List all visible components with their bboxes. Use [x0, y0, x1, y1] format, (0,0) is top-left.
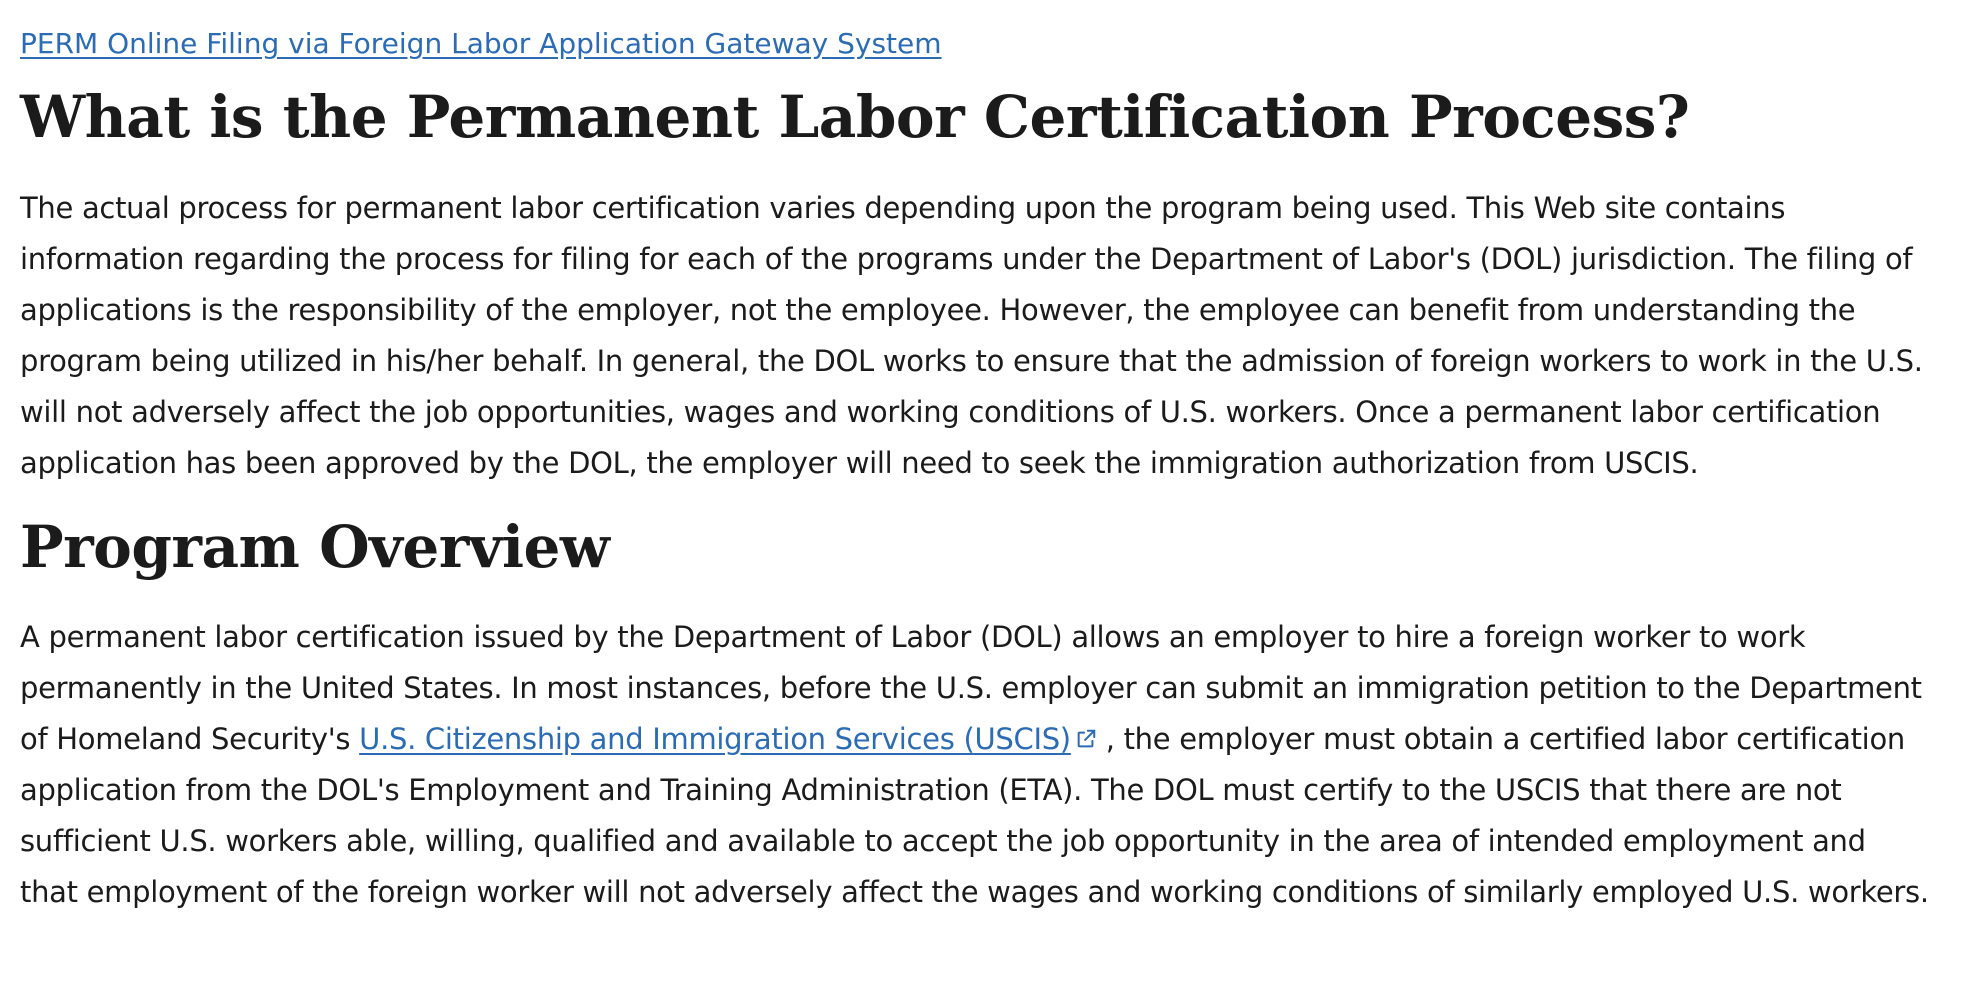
- overview-text-after-link: , the employer must obtain a certified labor certification application from the DOL's Employment and Training Administration (ETA). The DOL must certify to the USCIS that there are not sufficient U.S. workers able, willing, qualified and available to accept the job opportunity in the area of intended employment and that employment of the foreign worker will not adversely affect the wages and working conditions of similarly employed U.S. workers.: [20, 722, 1929, 910]
- page-title: What is the Permanent Labor Certification Process?: [20, 83, 1690, 151]
- uscis-link[interactable]: [359, 722, 1097, 756]
- perm-online-filing-link[interactable]: PERM Online Filing via Foreign Labor Application Gateway System: [20, 27, 942, 60]
- external-link-icon: [1075, 728, 1097, 750]
- overview-text-before-link: A permanent labor certification issued by the Department of Labor (DOL) allows an employer to hire a foreign worker to work permanently in the United States. In most instances, before the U.S. employer can submit an immigration petition to the Department of Homeland Security's: [20, 620, 1922, 757]
- program-overview-heading: Program Overview: [20, 512, 610, 581]
- program-overview-paragraph: [20, 612, 1930, 918]
- uscis-link-label: U.S. Citizenship and Immigration Services (USCIS): [359, 722, 1071, 757]
- process-description-paragraph: The actual process for permanent labor certification varies depending upon the program being used. This Web site contains information regarding the process for filing for each of the programs under the Department of Labor's (DOL) jurisdiction. The filing of applications is the responsibility of the employer, not the employee. However, the employee can benefit from understanding the program being utilized in his/her behalf. In general, the DOL works to ensure that the admission of foreign workers to work in the U.S. will not adversely affect the job opportunities, wages and working conditions of U.S. workers. Once a permanent labor certification application has been approved by the DOL, the employer will need to seek the immigration authorization from USCIS.: [20, 190, 1923, 480]
